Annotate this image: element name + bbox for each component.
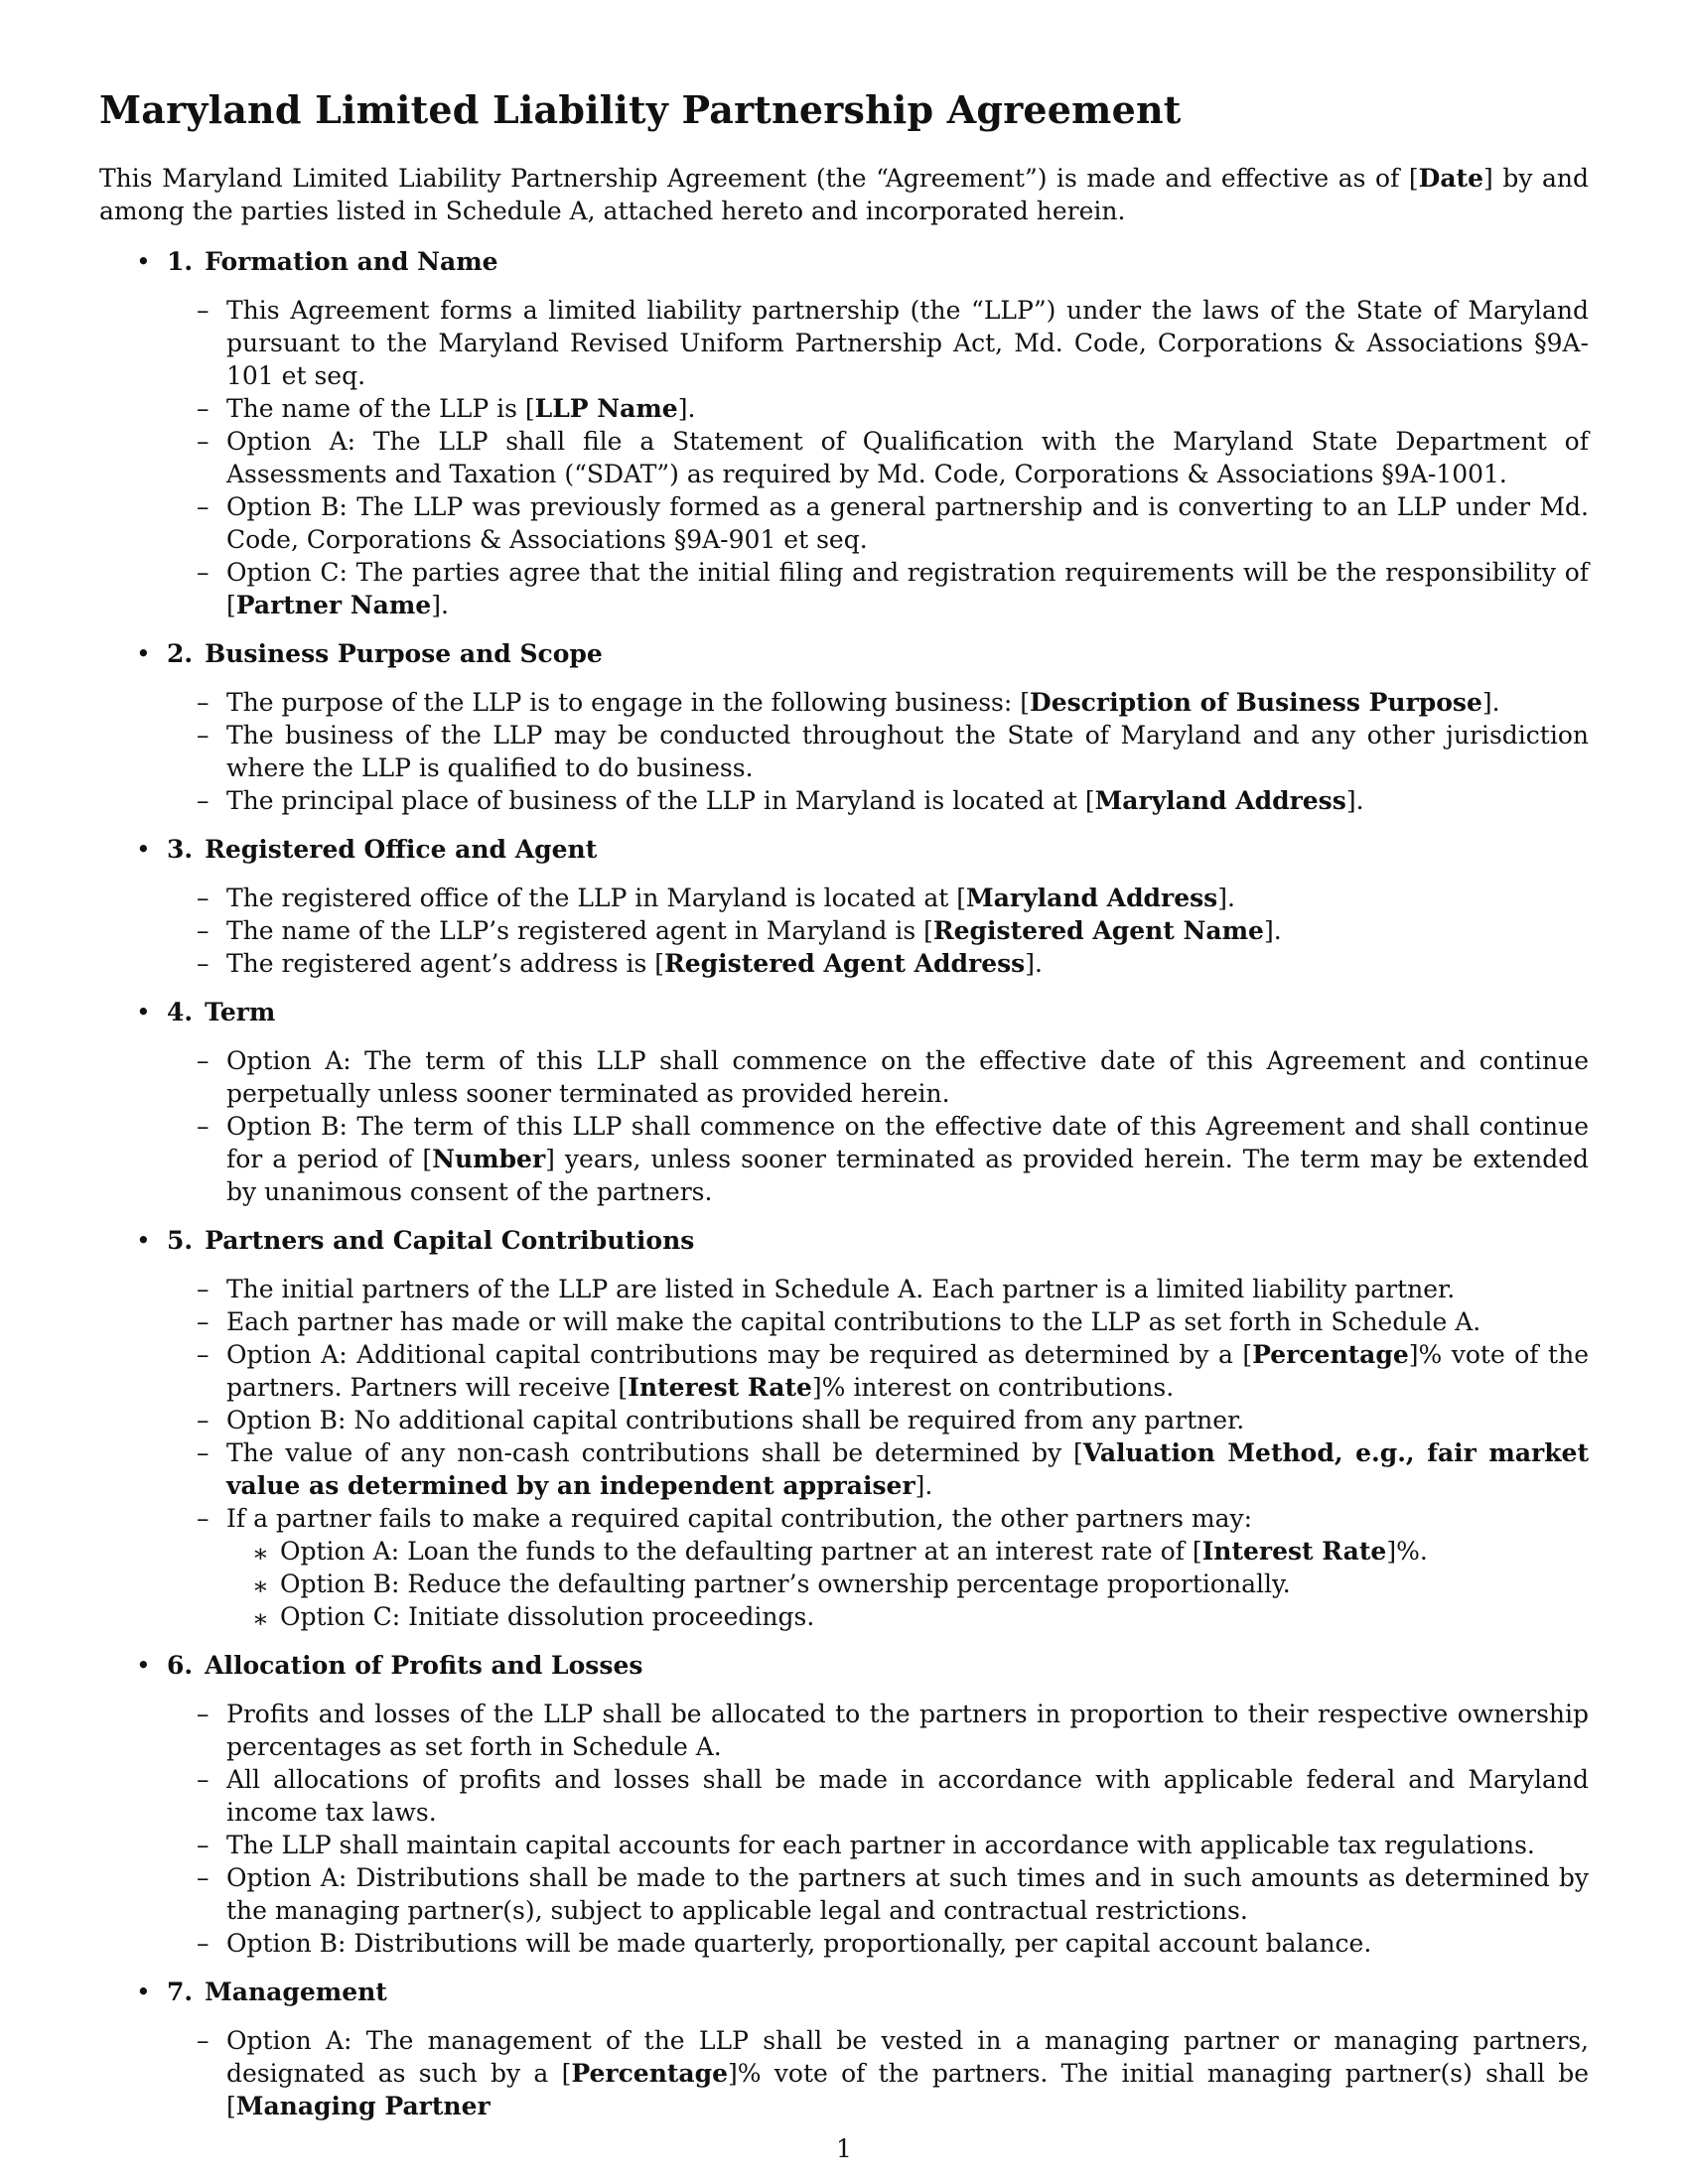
clause-item <box>167 425 1589 490</box>
clause-text: The name of the LLP’s registered agent in Maryland is [ <box>226 916 933 945</box>
clause-text: The initial partners of the LLP are listed in Schedule A. Each partner is a limited liability partner. <box>226 1275 1456 1303</box>
bullet-icon: • <box>136 639 151 668</box>
section-heading <box>167 1224 1589 1257</box>
dash-icon: – <box>197 1863 210 1892</box>
bracketed-placeholder: Percentage <box>571 2059 729 2088</box>
clause-item <box>167 1829 1589 1861</box>
clause-item <box>167 1436 1589 1502</box>
section-number: 1. <box>167 247 194 276</box>
section-heading <box>167 1976 1589 2008</box>
clause-text: Option B: No additional capital contributions shall be required from any partner. <box>226 1406 1245 1434</box>
bracketed-placeholder: Interest Rate <box>1201 1537 1387 1566</box>
clause-body <box>226 394 695 423</box>
clause-text: Option A: Distributions shall be made to the partners at such times and in such amounts as determined by the managing partner(s), subject to applicable legal and contractual restrictions. <box>226 1863 1589 1925</box>
clause-body <box>226 1275 1455 1303</box>
asterisk-icon: ∗ <box>252 1604 269 1633</box>
clause-body <box>226 688 1500 717</box>
bracketed-placeholder: Interest Rate <box>628 1373 812 1402</box>
section-heading <box>167 637 1589 670</box>
clause-body <box>226 1438 1589 1500</box>
clause-item <box>167 490 1589 556</box>
clause-text: The purpose of the LLP is to engage in the following business: [ <box>226 688 1031 717</box>
clause-item <box>167 1763 1589 1829</box>
dash-icon: – <box>197 1831 210 1859</box>
bracketed-placeholder: Valuation Method, e.g., fair market value as determined by an independent appraiser <box>226 1438 1590 1500</box>
bracketed-placeholder: LLP Name <box>534 394 678 423</box>
intro-paragraph <box>99 162 1589 227</box>
clause-item <box>167 392 1589 425</box>
clause-text: The value of any non-cash contributions shall be determined by [ <box>226 1438 1083 1467</box>
clause-item <box>167 556 1589 621</box>
section-title: Registered Office and Agent <box>205 835 598 864</box>
clause-item <box>167 947 1589 980</box>
clause-body <box>226 1307 1480 1336</box>
section-2 <box>99 637 1589 817</box>
section-3 <box>99 833 1589 980</box>
placeholder-date: Date <box>1418 164 1484 193</box>
clause-body <box>226 427 1589 488</box>
bracketed-placeholder: Maryland Address <box>966 884 1218 912</box>
section-number: 7. <box>167 1978 194 2006</box>
clause-text: Option B: The LLP was previously formed as a general partnership and is converting to an LLP under Md. Code, Corporations & Associations §9A-901 et seq. <box>226 492 1589 554</box>
clause-text: Option A: The LLP shall file a Statement of Qualification with the Maryland State Department of Assessments and Taxation (“SDAT”) as required by Md. Code, Corporations & Associations §9A-1001. <box>226 427 1589 488</box>
clause-text: Option C: Initiate dissolution proceedings. <box>280 1602 815 1631</box>
clause-text: Option A: The term of this LLP shall commence on the effective date of this Agreement and continue perpetually unless sooner terminated as provided herein. <box>226 1046 1589 1108</box>
section-number: 5. <box>167 1226 194 1255</box>
clause-text: The registered office of the LLP in Maryland is located at [ <box>226 884 967 912</box>
clause-item <box>167 1404 1589 1436</box>
clause-body <box>226 1929 1371 1958</box>
dash-icon: – <box>197 1112 210 1141</box>
section-heading <box>167 833 1589 866</box>
clause-list <box>167 2024 1589 2122</box>
dash-icon: – <box>197 427 210 456</box>
section-1 <box>99 245 1589 621</box>
clause-item <box>167 882 1589 914</box>
clause-body <box>226 1831 1535 1859</box>
clause-body <box>226 558 1589 619</box>
section-title: Term <box>205 998 276 1026</box>
clause-text: The registered agent’s address is [ <box>226 949 664 978</box>
clause-list <box>167 686 1589 817</box>
clause-text: Each partner has made or will make the capital contributions to the LLP as set forth in Schedule A. <box>226 1307 1481 1336</box>
clause-text: The LLP shall maintain capital accounts for each partner in accordance with applicable tax regulations. <box>226 1831 1535 1859</box>
clause-item <box>167 1044 1589 1110</box>
section-6 <box>99 1649 1589 1960</box>
section-number: 3. <box>167 835 194 864</box>
dash-icon: – <box>197 1700 210 1728</box>
bracketed-placeholder: Registered Agent Address <box>664 949 1026 978</box>
bracketed-placeholder: Maryland Address <box>1094 786 1346 815</box>
intro-text: This Maryland Limited Liability Partnership Agreement (the “Agreement”) is made and effective as of [ <box>99 164 1419 193</box>
section-heading <box>167 245 1589 278</box>
clause-text: Profits and losses of the LLP shall be allocated to the partners in proportion to their respective ownership percentages as set forth in Schedule A. <box>226 1700 1589 1761</box>
bullet-icon: • <box>136 998 151 1026</box>
clause-text: The business of the LLP may be conducted throughout the State of Maryland and any other jurisdiction where the LLP is qualified to do business. <box>226 721 1589 782</box>
clause-body <box>226 1765 1589 1827</box>
clause-text: Option A: Additional capital contributions may be required as determined by a [ <box>226 1340 1253 1369</box>
sub-clause-body <box>280 1602 814 1631</box>
clause-item <box>167 2024 1589 2122</box>
dash-icon: – <box>197 492 210 521</box>
clause-body <box>226 721 1589 782</box>
dash-icon: – <box>197 1275 210 1303</box>
section-list <box>99 245 1589 2122</box>
clause-text: ] years, unless sooner terminated as provided herein. The term may be extended by unanimous consent of the partners. <box>226 1145 1589 1206</box>
clause-item <box>167 1110 1589 1208</box>
dash-icon: – <box>197 1340 210 1369</box>
bracketed-placeholder: Number <box>432 1145 546 1173</box>
clause-text: If a partner fails to make a required capital contribution, the other partners may: <box>226 1504 1253 1533</box>
clause-text: All allocations of profits and losses shall be made in accordance with applicable federal and Maryland income tax laws. <box>226 1765 1589 1827</box>
dash-icon: – <box>197 1504 210 1533</box>
dash-icon: – <box>197 1438 210 1467</box>
sub-clause-item <box>226 1600 1589 1633</box>
clause-item <box>167 914 1589 947</box>
bracketed-placeholder: Partner Name <box>235 591 432 619</box>
clause-text: Option B: Reduce the defaulting partner’s ownership percentage proportionally. <box>280 1570 1291 1598</box>
sub-clause-item <box>226 1535 1589 1568</box>
clause-body <box>226 949 1043 978</box>
dash-icon: – <box>197 688 210 717</box>
bracketed-placeholder: Managing Partner <box>235 2092 491 2120</box>
clause-text: ]. <box>1217 884 1235 912</box>
section-7 <box>99 1976 1589 2122</box>
clause-body <box>226 1340 1589 1402</box>
clause-body <box>226 1700 1589 1761</box>
clause-text: ]. <box>1345 786 1364 815</box>
clause-item <box>167 1502 1589 1633</box>
dash-icon: – <box>197 2026 210 2055</box>
dash-icon: – <box>197 1046 210 1075</box>
clause-text: ]% vote of the partners. Partners will receive [ <box>226 1340 1589 1402</box>
dash-icon: – <box>197 916 210 945</box>
section-title: Allocation of Profits and Losses <box>205 1651 643 1680</box>
document-page <box>99 87 1589 2138</box>
clause-item <box>167 719 1589 784</box>
bracketed-placeholder: Percentage <box>1252 1340 1409 1369</box>
dash-icon: – <box>197 884 210 912</box>
dash-icon: – <box>197 1406 210 1434</box>
clause-text: Option B: Distributions will be made quarterly, proportionally, per capital account balance. <box>226 1929 1372 1958</box>
clause-list <box>167 1273 1589 1633</box>
dash-icon: – <box>197 558 210 587</box>
clause-body <box>226 786 1364 815</box>
clause-text: Option A: Loan the funds to the defaulting partner at an interest rate of [ <box>280 1537 1202 1566</box>
clause-text: Option C: The parties agree that the initial filing and registration requirements will be the responsibility of [ <box>226 558 1589 619</box>
clause-list <box>167 294 1589 621</box>
clause-item <box>167 1861 1589 1927</box>
clause-text: ]% interest on contributions. <box>811 1373 1175 1402</box>
clause-item <box>167 1273 1589 1305</box>
page-number: 1 <box>836 2134 852 2163</box>
dash-icon: – <box>197 786 210 815</box>
clause-body <box>226 2026 1589 2120</box>
clause-body <box>226 1504 1252 1533</box>
section-title: Management <box>205 1978 387 2006</box>
dash-icon: – <box>197 1307 210 1336</box>
clause-item <box>167 1338 1589 1404</box>
clause-text: ]. <box>677 394 696 423</box>
clause-body <box>226 1046 1589 1108</box>
sub-clause-item <box>226 1568 1589 1600</box>
clause-item <box>167 294 1589 392</box>
clause-list <box>167 1044 1589 1208</box>
clause-list <box>167 1698 1589 1960</box>
clause-text: This Agreement forms a limited liability partnership (the “LLP”) under the laws of the State of Maryland pursuant to the Maryland Revised Uniform Partnership Act, Md. Code, Corporations & Associations §9A-101 et seq. <box>226 296 1589 390</box>
clause-item <box>167 1698 1589 1763</box>
clause-item <box>167 686 1589 719</box>
dash-icon: – <box>197 721 210 750</box>
section-title: Business Purpose and Scope <box>205 639 603 668</box>
clause-body <box>226 916 1282 945</box>
section-title: Partners and Capital Contributions <box>205 1226 695 1255</box>
section-title: Formation and Name <box>205 247 498 276</box>
asterisk-icon: ∗ <box>252 1571 269 1600</box>
clause-body <box>226 296 1589 390</box>
clause-text: ]. <box>1025 949 1043 978</box>
section-heading <box>167 996 1589 1028</box>
clause-text: ]% vote of the partners. The initial managing partner(s) shall be [ <box>226 2059 1589 2120</box>
bullet-icon: • <box>136 1651 151 1680</box>
bracketed-placeholder: Registered Agent Name <box>932 916 1264 945</box>
clause-item <box>167 1927 1589 1960</box>
clause-text: ]. <box>431 591 449 619</box>
clause-text: ]%. <box>1386 1537 1428 1566</box>
clause-text: ]. <box>1481 688 1500 717</box>
section-number: 4. <box>167 998 194 1026</box>
dash-icon: – <box>197 949 210 978</box>
clause-item <box>167 1305 1589 1338</box>
sub-clause-list <box>226 1535 1589 1633</box>
dash-icon: – <box>197 1929 210 1958</box>
section-5 <box>99 1224 1589 1633</box>
clause-text: Option B: The term of this LLP shall commence on the effective date of this Agreement and shall continue for a period of [ <box>226 1112 1589 1173</box>
clause-body <box>226 1863 1589 1925</box>
clause-body <box>226 1406 1244 1434</box>
clause-text: The name of the LLP is [ <box>226 394 535 423</box>
clause-item <box>167 784 1589 817</box>
clause-list <box>167 882 1589 980</box>
clause-body <box>226 1112 1589 1206</box>
intro-text: ] by and among the parties listed in Schedule A, attached hereto and incorporated herein. <box>99 164 1589 225</box>
section-number: 2. <box>167 639 194 668</box>
section-4 <box>99 996 1589 1208</box>
dash-icon: – <box>197 394 210 423</box>
bullet-icon: • <box>136 247 151 276</box>
bullet-icon: • <box>136 1978 151 2006</box>
section-heading <box>167 1649 1589 1682</box>
document-title: Maryland Limited Liability Partnership Agreement <box>99 87 1182 132</box>
bracketed-placeholder: Description of Business Purpose <box>1030 688 1482 717</box>
asterisk-icon: ∗ <box>252 1539 269 1568</box>
clause-body <box>226 492 1589 554</box>
clause-body <box>226 884 1235 912</box>
sub-clause-body <box>280 1537 1428 1566</box>
bullet-icon: • <box>136 835 151 864</box>
clause-text: The principal place of business of the LLP in Maryland is located at [ <box>226 786 1095 815</box>
sub-clause-body <box>280 1570 1291 1598</box>
clause-text: ]. <box>1263 916 1282 945</box>
bullet-icon: • <box>136 1226 151 1255</box>
clause-text: ]. <box>914 1471 933 1500</box>
clause-text: Option A: The management of the LLP shall be vested in a managing partner or managing partners, designated as such by a [ <box>226 2026 1589 2088</box>
section-number: 6. <box>167 1651 194 1680</box>
dash-icon: – <box>197 1765 210 1794</box>
dash-icon: – <box>197 296 210 325</box>
